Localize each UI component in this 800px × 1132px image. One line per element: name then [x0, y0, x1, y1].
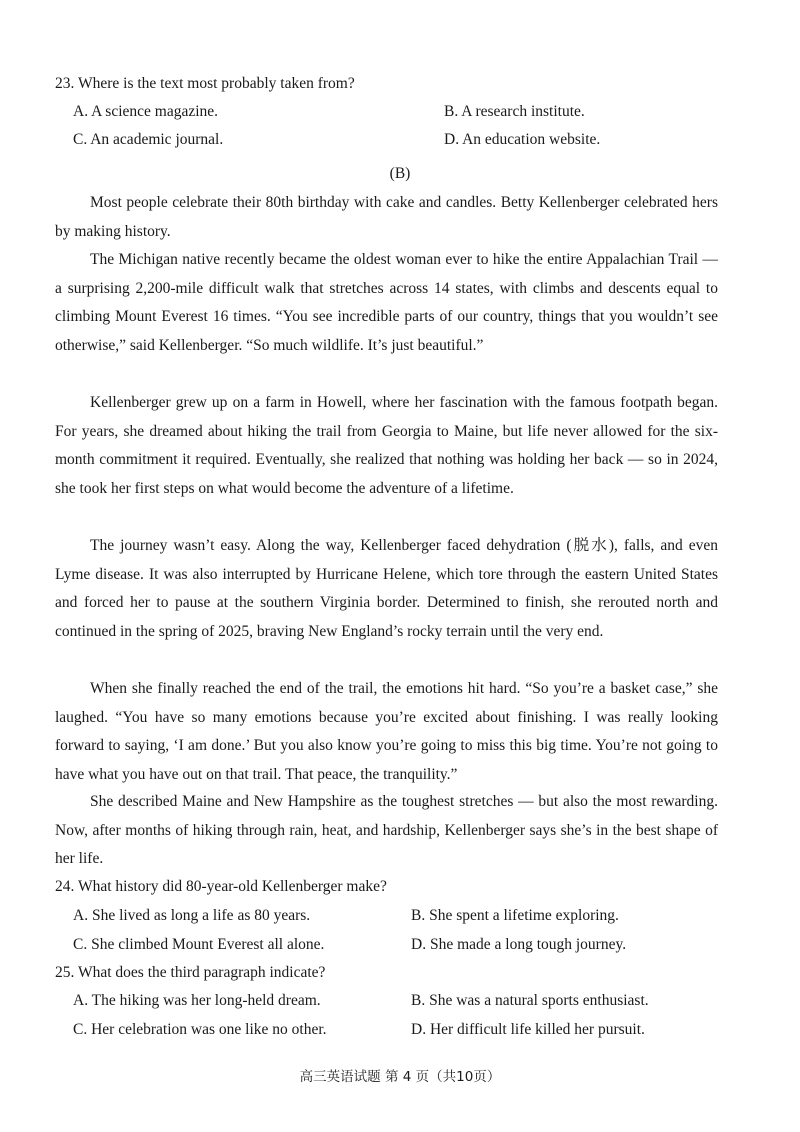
q23-stem: 23. Where is the text most probably taken from? [55, 75, 355, 92]
q23-option-a: A. A science magazine. [73, 103, 219, 120]
q23-option-c: C. An academic journal. [73, 131, 224, 148]
q25-option-c: C. Her celebration was one like no other. [73, 1021, 327, 1038]
q23-option-b: B. A research institute. [444, 103, 585, 120]
q24-stem: 24. What history did 80-year-old Kellenberger make? [55, 878, 387, 895]
paragraph-3: Kellenberger grew up on a farm in Howell, where her fascination with the famous footpath began. For years, she dreamed about hiking the trail from Georgia to Maine, but life never allowed for the six-month commitment it required. Eventually, she realized that nothing was holding her back — so in 2024, she took her first steps on what would become the adventure of a lifetime. [55, 394, 718, 498]
q23-option-d: D. An education website. [444, 131, 601, 148]
q24-option-c: C. She climbed Mount Everest all alone. [73, 936, 325, 953]
q25-stem: 25. What does the third paragraph indicate? [55, 964, 326, 981]
paragraph-1: Most people celebrate their 80th birthday with cake and candles. Betty Kellenberger celebrated hers by making history. [55, 194, 718, 240]
q24-option-b: B. She spent a lifetime exploring. [411, 907, 619, 924]
paragraph-4: The journey wasn’t easy. Along the way, Kellenberger faced dehydration (脱水), falls, and even Lyme disease. It was also interrupted by Hurricane Helene, which tore through the eastern United States and forced her to pause at the southern Virginia border. Determined to finish, she rerouted north and continued in the spring of 2025, braving New England’s rocky terrain until the very end. [55, 537, 718, 641]
q24-option-a: A. She lived as long a life as 80 years. [73, 907, 311, 924]
paragraph-6: She described Maine and New Hampshire as the toughest stretches — but also the most rewarding. Now, after months of hiking through rain, heat, and hardship, Kellenberger says she’s in the best shape of her life. [55, 793, 718, 868]
page-footer: 高三英语试题 第 4 页（共10页） [299, 1069, 501, 1085]
q25-option-d: D. Her difficult life killed her pursuit. [411, 1021, 645, 1038]
q25-option-a: A. The hiking was her long-held dream. [73, 992, 321, 1009]
q24-option-d: D. She made a long tough journey. [411, 936, 627, 953]
paragraph-5: When she finally reached the end of the trail, the emotions hit hard. “So you’re a basket case,” she laughed. “You have so many emotions because you’re excited about finishing. I was really looking forward to saying, ‘I am done.’ But you also know you’re going to miss this big time. You’re not going to have what you have out on that trail. That peace, the tranquility.” [55, 680, 718, 784]
paragraph-2: The Michigan native recently became the oldest woman ever to hike the entire Appalachian Trail — a surprising 2,200-mile difficult walk that stretches across 14 states, with climbs and descents equal to climbing Mount Everest 16 times. “You see incredible parts of our country, things that you wouldn’t see otherwise,” said Kellenberger. “So much wildlife. It’s just beautiful.” [55, 251, 718, 355]
passage-label: (B) [389, 165, 411, 182]
q25-option-b: B. She was a natural sports enthusiast. [411, 992, 649, 1009]
